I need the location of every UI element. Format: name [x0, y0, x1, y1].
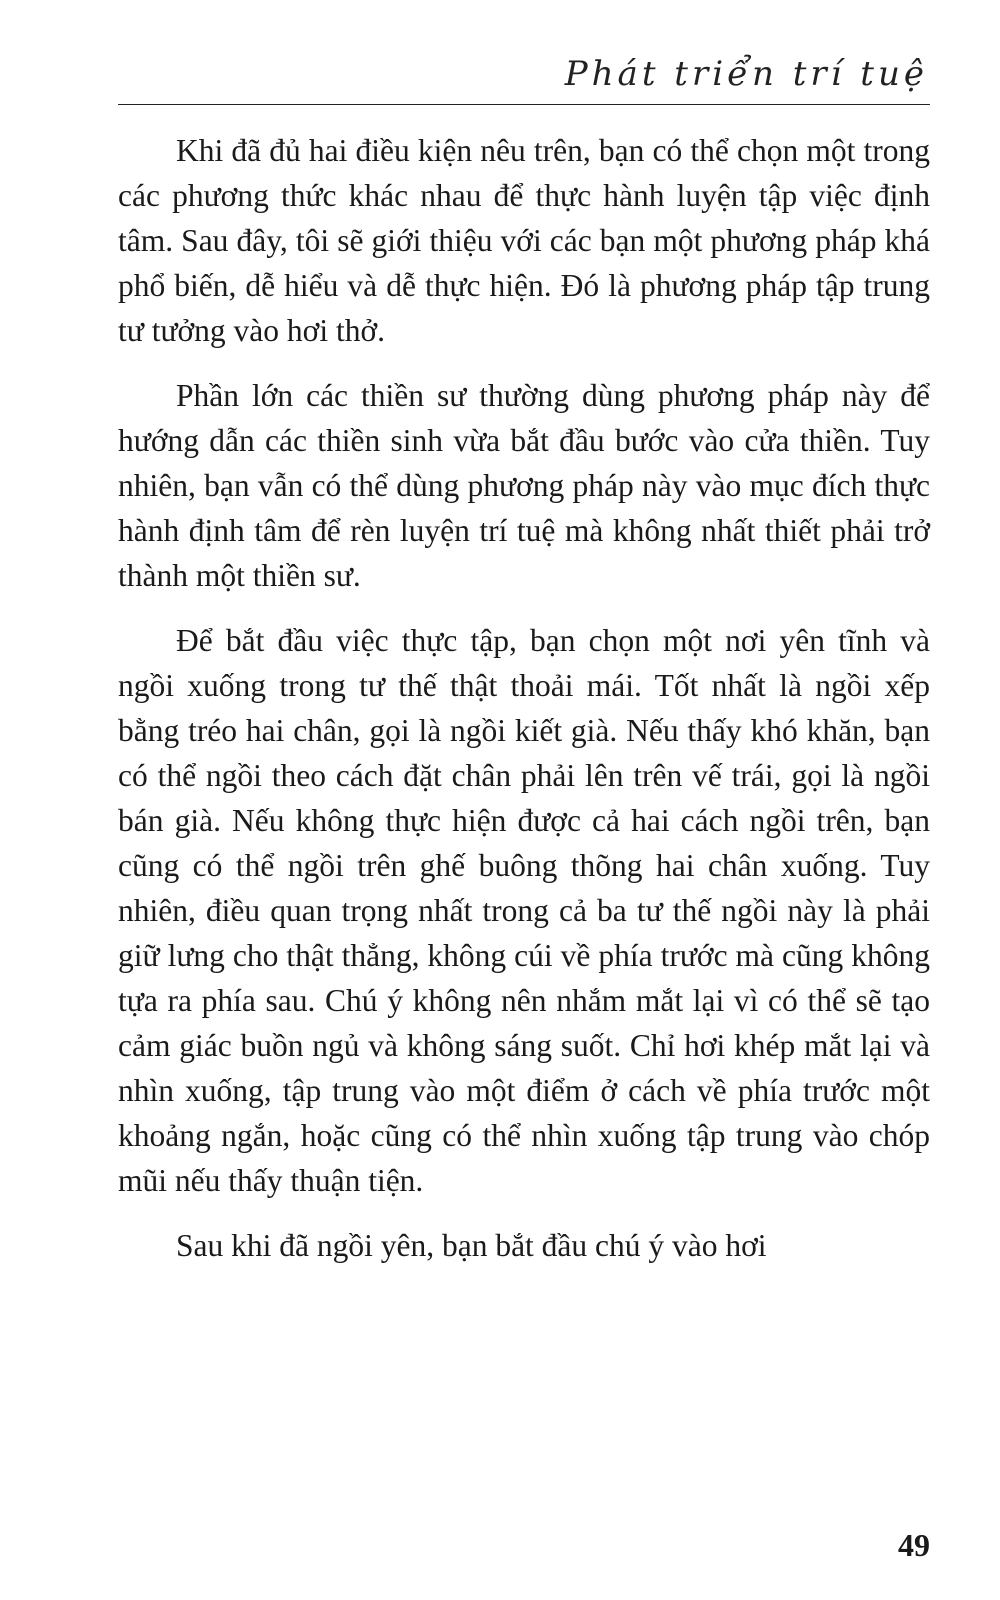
page-header — [118, 48, 930, 105]
page-number: 49 — [898, 1527, 930, 1563]
paragraph: Để bắt đầu việc thực tập, bạn chọn một nơi yên tĩnh và ngồi xuống trong tư thế thật thoải mái. Tốt nhất là ngồi xếp bằng tréo hai chân, gọi là ngồi kiết già. Nếu thấy khó khăn, bạn có thể ngồi theo cách đặt chân phải lên trên vế trái, gọi là ngồi bán già. Nếu không thực hiện được cả hai cách ngồi trên, bạn cũng có thể ngồi trên ghế buông thõng hai chân xuống. Tuy nhiên, điều quan trọng nhất trong cả ba tư thế ngồi này là phải giữ lưng cho thật thẳng, không cúi về phía trước mà cũng không tựa ra phía sau. Chú ý không nên nhắm mắt lại vì có thể sẽ tạo cảm giác buồn ngủ và không sáng suốt. Chỉ hơi khép mắt lại và nhìn xuống, tập trung vào một điểm ở cách về phía trước một khoảng ngắn, hoặc cũng có thể nhìn xuống tập trung vào chóp mũi nếu thấy thuận tiện. — [118, 623, 930, 1198]
paragraph: Sau khi đã ngồi yên, bạn bắt đầu chú ý vào hơi — [176, 1228, 767, 1263]
paragraph: Phần lớn các thiền sư thường dùng phương pháp này để hướng dẫn các thiền sinh vừa bắt đầu bước vào cửa thiền. Tuy nhiên, bạn vẫn có thể dùng phương pháp này vào mục đích thực hành định tâm để rèn luyện trí tuệ mà không nhất thiết phải trở thành một thiền sư. — [118, 378, 930, 593]
running-title: Phát triển trí tuệ — [564, 54, 928, 94]
paragraph: Khi đã đủ hai điều kiện nêu trên, bạn có thể chọn một trong các phương thức khác nhau để thực hành luyện tập việc định tâm. Sau đây, tôi sẽ giới thiệu với các bạn một phương pháp khá phổ biến, dễ hiểu và dễ thực hiện. Đó là phương pháp tập trung tư tưởng vào hơi thở. — [118, 133, 930, 348]
body-text — [118, 128, 930, 1288]
